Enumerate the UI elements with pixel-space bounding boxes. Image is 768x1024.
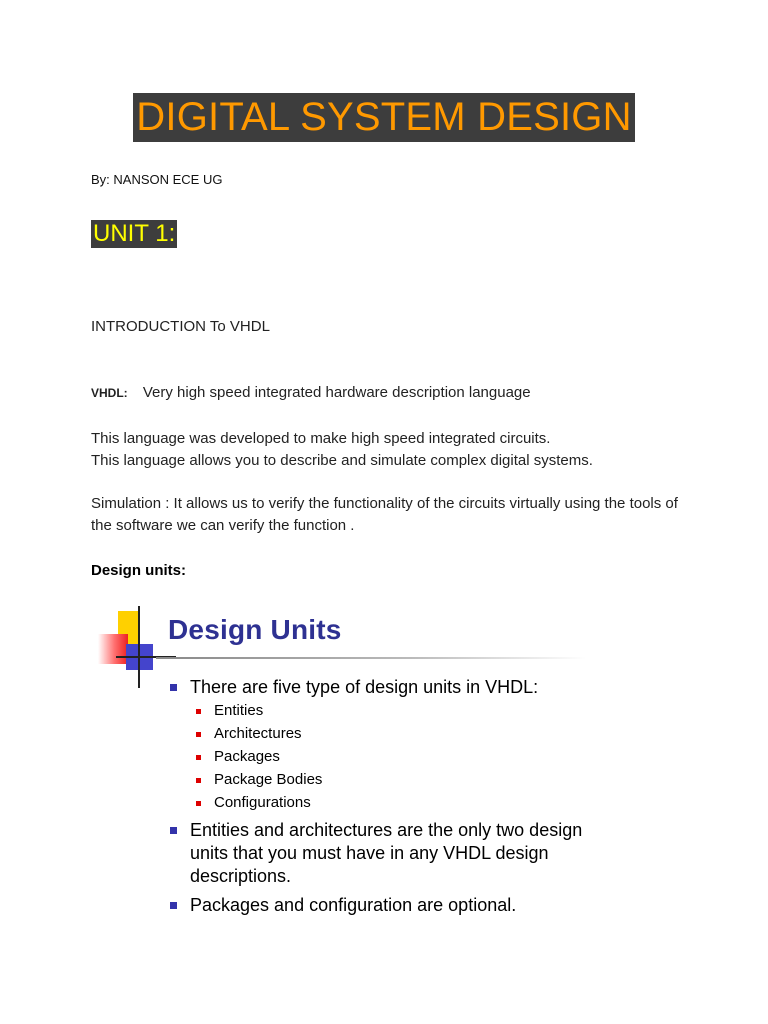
slide-sub-item [196, 724, 302, 744]
vertical-line-decoration [138, 606, 140, 688]
simulation-paragraph: Simulation : It allows us to verify the functionality of the circuits virtually using the tools of the software we can verify the function . [91, 495, 678, 534]
author-byline: By: NANSON ECE UG [91, 172, 223, 187]
red-bullet-icon [196, 709, 201, 714]
bullet-square-icon [170, 684, 177, 691]
slide-title: Design Units [168, 614, 342, 645]
vhdl-definition: Very high speed integrated hardware description language [142, 384, 531, 401]
slide-bullet [170, 676, 538, 699]
vhdl-definition-line [91, 384, 531, 401]
slide-sub-item [196, 701, 263, 721]
sub-item-text: Packages [214, 748, 280, 765]
bullet-square-icon [170, 902, 177, 909]
design-units-slide-image [96, 600, 616, 930]
red-square-decoration [98, 634, 128, 664]
red-bullet-icon [196, 801, 201, 806]
vhdl-label: VHDL: [91, 386, 128, 400]
sub-item-text: Package Bodies [214, 771, 323, 788]
bullet-text-line: descriptions. [190, 866, 292, 886]
slide-bullet [170, 894, 516, 917]
paragraph-line: This language was developed to make high speed integrated circuits. [91, 430, 551, 447]
red-bullet-icon [196, 778, 201, 783]
title-wrapper [0, 93, 768, 142]
bullet-text-line: Entities and architectures are the only two design [190, 820, 583, 840]
intro-heading: INTRODUCTION To VHDL [91, 318, 270, 335]
sub-item-text: Entities [214, 702, 264, 719]
slide-sub-item [196, 793, 311, 813]
unit-heading: UNIT 1: [93, 220, 176, 247]
document-title: DIGITAL SYSTEM DESIGN [133, 93, 634, 142]
paragraph-line: This language allows you to describe and simulate complex digital systems. [91, 452, 593, 469]
title-underline [156, 657, 586, 659]
red-bullet-icon [196, 732, 201, 737]
design-units-heading: Design units: [91, 562, 187, 579]
slide-bullet [170, 819, 582, 888]
sub-item-text: Configurations [214, 794, 311, 811]
bullet-text: There are five type of design units in VHDL: [190, 677, 539, 697]
red-bullet-icon [196, 755, 201, 760]
sub-item-text: Architectures [214, 725, 302, 742]
bullet-text: Packages and configuration are optional. [190, 895, 517, 915]
language-paragraph [91, 428, 593, 472]
bullet-text-line: units that you must have in any VHDL design [190, 843, 549, 863]
slide-sub-item [196, 747, 280, 767]
bullet-square-icon [170, 827, 177, 834]
slide-sub-item [196, 770, 322, 790]
